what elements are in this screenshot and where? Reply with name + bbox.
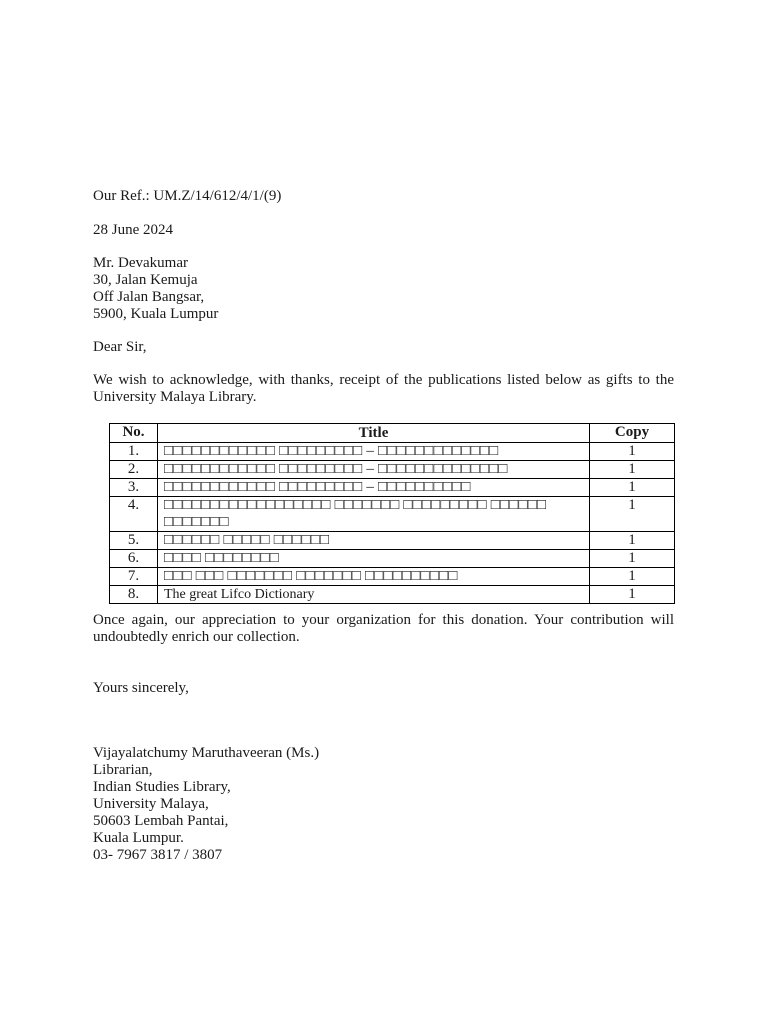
intro-paragraph: We wish to acknowledge, with thanks, receipt of the publications listed below as gifts to the University Malaya Library. (93, 372, 674, 405)
table-row (110, 568, 675, 586)
row-number: 8. (110, 586, 158, 604)
signatory-city: Kuala Lumpur. (93, 830, 184, 846)
publication-title: □□□□□□□□□□□□ □□□□□□□□□ – □□□□□□□□□□□□□ (158, 443, 590, 461)
publication-title: □□□□□□□□□□□□ □□□□□□□□□ – □□□□□□□□□□ (158, 479, 590, 497)
row-number: 3. (110, 479, 158, 497)
address-line: Mr. Devakumar (93, 255, 188, 271)
column-header-no: No. (110, 424, 158, 443)
copy-count: 1 (590, 550, 675, 568)
signatory-postcode: 50603 Lembah Pantai, (93, 813, 229, 829)
copy-count: 1 (590, 586, 675, 604)
table-row (110, 479, 675, 497)
table-row (110, 550, 675, 568)
table-row (110, 461, 675, 479)
copy-count: 1 (590, 568, 675, 586)
row-number: 7. (110, 568, 158, 586)
row-number: 2. (110, 461, 158, 479)
signatory-university: University Malaya, (93, 796, 209, 812)
publication-title: □□□□□□ □□□□□ □□□□□□ (158, 532, 590, 550)
address-line: 5900, Kuala Lumpur (93, 306, 219, 322)
address-line: Off Jalan Bangsar, (93, 289, 205, 305)
row-number: 1. (110, 443, 158, 461)
row-number: 5. (110, 532, 158, 550)
signatory-department: Indian Studies Library, (93, 779, 231, 795)
publication-title: □□□□□□□□□□□□ □□□□□□□□□ – □□□□□□□□□□□□□□ (158, 461, 590, 479)
letter-date: 28 June 2024 (93, 222, 173, 238)
publication-title: The great Lifco Dictionary (158, 586, 590, 604)
table-row (110, 443, 675, 461)
address-line: 30, Jalan Kemuja (93, 272, 198, 288)
signatory-phone: 03- 7967 3817 / 3807 (93, 847, 223, 863)
row-number: 6. (110, 550, 158, 568)
table-row (110, 532, 675, 550)
recipient-address (93, 255, 674, 323)
table-row (110, 586, 675, 604)
copy-count: 1 (590, 497, 675, 532)
salutation: Dear Sir, (93, 339, 147, 355)
publication-title: □□□□ □□□□□□□□ (158, 550, 590, 568)
row-number: 4. (110, 497, 158, 532)
signoff: Yours sincerely, (93, 680, 189, 696)
signature-block (93, 745, 674, 864)
signatory-title: Librarian, (93, 762, 153, 778)
publication-title: □□□ □□□ □□□□□□□ □□□□□□□ □□□□□□□□□□ (158, 568, 590, 586)
copy-count: 1 (590, 461, 675, 479)
copy-count: 1 (590, 532, 675, 550)
gifts-table (109, 423, 675, 604)
reference-number: Our Ref.: UM.Z/14/612/4/1/(9) (93, 188, 282, 204)
table-header-row (110, 424, 675, 443)
column-header-copy: Copy (590, 424, 675, 443)
table-row (110, 497, 675, 532)
column-header-title: Title (158, 424, 590, 443)
copy-count: 1 (590, 479, 675, 497)
signatory-name: Vijayalatchumy Maruthaveeran (Ms.) (93, 745, 320, 761)
copy-count: 1 (590, 443, 675, 461)
closing-paragraph: Once again, our appreciation to your organization for this donation. Your contribution will undoubtedly enrich our collection. (93, 612, 674, 645)
publication-title: □□□□□□□□□□□□□□□□□□ □□□□□□□ □□□□□□□□□ □□□□□□ □□□□□□□ (158, 497, 590, 532)
